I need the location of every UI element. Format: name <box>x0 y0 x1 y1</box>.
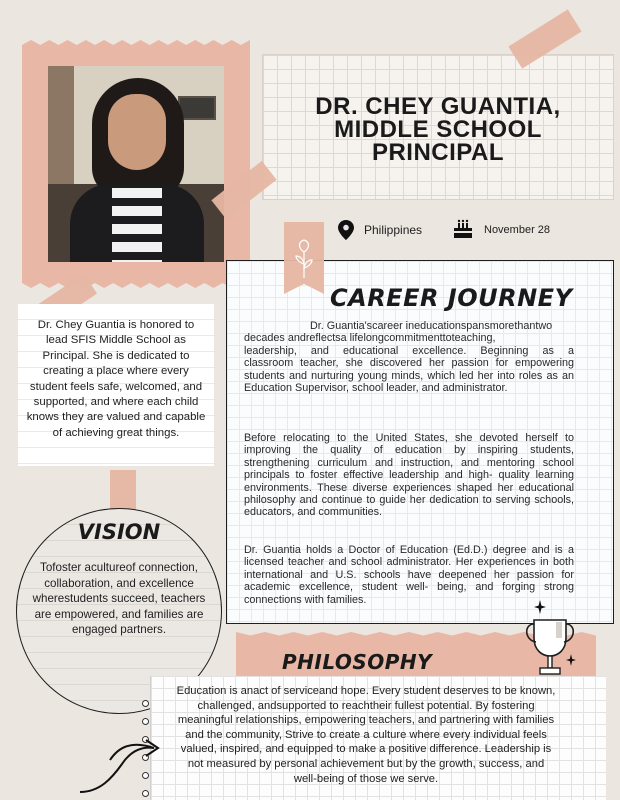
philosophy-text: Education is anact of serviceand hope. Every student deserves to be known, challenged, andsupported to reachtheir fullest potential. By fostering meaningful relationships, empowering teachers, and partnering with families and the community, Strive to create a culture where every individual feels valued, inspired, and equipped to make a positive difference. Leadership is not measured by personal achievement but by the growth, success, and well-being of those we serve. <box>176 685 556 785</box>
intro-card <box>18 304 214 466</box>
career-journey-heading: CAREER JOURNEY <box>330 284 573 312</box>
trophy-icon <box>520 612 580 684</box>
binder-ring <box>142 700 149 707</box>
page-title: DR. CHEY GUANTIA, MIDDLE SCHOOL PRINCIPAL <box>315 93 561 166</box>
career-paragraph-1: Dr. Guantia'scareer ineducationspansmorethantwo decades andreflectsa lifelongcommitmenttoteaching, leadership, and educational excellence. Beginning as a classroom teacher, she discovered her passion for empowering students and nurturing young minds, which led her into roles as an Education Supervisor, school leader, and administrator. <box>244 320 574 395</box>
career-paragraph-3: Dr. Guantia holds a Doctor of Education (Ed.D.) degree and is a licensed teacher and school administrator. Her experiences in both international and U.S. schools have deepened her passion for academic excellence, student well- being, and forging strong connections with families. <box>244 544 574 606</box>
vision-text: Tofoster acultureof connection, collaboration, and excellence wherestudents succeed, teachers are empowered, and families are engaged partners. <box>32 561 206 637</box>
intro-text: Dr. Chey Guantia is honored to lead SFIS Middle School as Principal. She is dedicated to creating a place where every student feels safe, welcomed, and supported, and where each child knows they are valued and capable of achieving great things. <box>26 319 206 439</box>
philosophy-heading: PHILOSOPHY <box>282 650 433 674</box>
sparkle-icon <box>566 654 576 666</box>
birthday-text: November 28 <box>484 224 551 236</box>
principal-photo <box>48 66 224 262</box>
curved-arrow-icon <box>70 730 170 800</box>
title-card <box>262 54 614 200</box>
flower-icon <box>292 238 316 278</box>
location-text: Philippines <box>364 223 423 237</box>
career-paragraph-2: Before relocating to the United States, she devoted herself to improving the quality of education by inspiring students, strengthening curriculum and instruction, and mentoring school principals to foster effective leadership and high- quality learning environments. These diverse experiences shaped her educational philosophy and continue to guide her dedication to serving schools, educators, and communities. <box>244 432 574 519</box>
binder-ring <box>142 718 149 725</box>
birthday-cake-icon <box>452 218 474 240</box>
location-pin-icon <box>338 220 354 240</box>
sparkle-icon <box>534 600 546 614</box>
vision-heading: VISION <box>77 520 161 544</box>
